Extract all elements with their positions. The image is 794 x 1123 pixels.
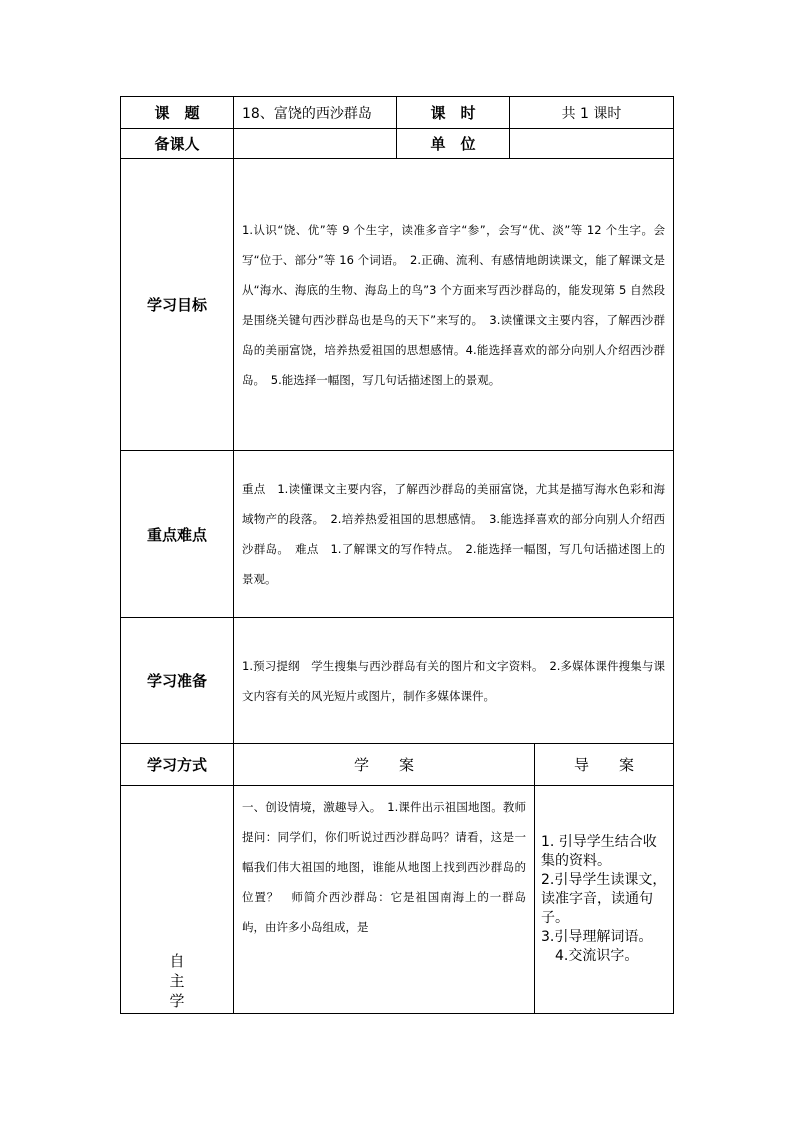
self-study-text: 一、创设情境，激趣导入。 1.课件出示祖国地图。教师提问：同学们，你们听说过西沙群岛吗？请看，这是一幅我们伟大祖国的地图，谁能从地图上找到西沙群岛的位置？ 师简介西沙群岛：它是祖国南海上的一群岛屿，由许多小岛组成，是 [234, 786, 535, 1014]
objectives-label: 学习目标 [121, 159, 234, 451]
guide-item: 1. 引导学生结合收集的资料。 [541, 834, 657, 869]
key-points-text: 重点 1.读懂课文主要内容，了解西沙群岛的美丽富饶，尤其是描写海水色彩和海域物产的段落。 2.培养热爱祖国的思想感情。 3.能选择喜欢的部分向别人介绍西沙群岛。 难点 1.了解课文的写作特点。 2.能选择一幅图，写几句话描述图上的景观。 [234, 451, 674, 618]
topic-value: 18、富饶的西沙群岛 [234, 97, 397, 129]
unit-value [510, 129, 674, 159]
guide-item: 4.交流识字。 [555, 948, 639, 964]
hours-value: 共 1 课时 [510, 97, 674, 129]
self-study-label [121, 786, 234, 1014]
guide-case-header: 导 案 [535, 744, 674, 786]
method-label: 学习方式 [121, 744, 234, 786]
topic-row [121, 97, 674, 129]
topic-label: 课 题 [121, 97, 234, 129]
preparer-label: 备课人 [121, 129, 234, 159]
lesson-plan-table [120, 96, 674, 1014]
preparation-label: 学习准备 [121, 618, 234, 744]
self-study-char-3: 学 [169, 992, 185, 1010]
preparation-text: 1.预习提纲 学生搜集与西沙群岛有关的图片和文字资料。 2.多媒体课件搜集与课文内容有关的风光短片或图片，制作多媒体课件。 [234, 618, 674, 744]
guide-item: 3.引导理解词语。 [541, 929, 653, 945]
unit-label: 单 位 [397, 129, 510, 159]
study-case-header: 学 案 [234, 744, 535, 786]
key-points-label: 重点难点 [121, 451, 234, 618]
key-points-row [121, 451, 674, 618]
guide-list [535, 786, 674, 1014]
objectives-row [121, 159, 674, 451]
hours-label: 课 时 [397, 97, 510, 129]
preparation-row [121, 618, 674, 744]
preparer-row [121, 129, 674, 159]
method-row [121, 744, 674, 786]
guide-item: 2.引导学生读课文，读准字音，读通句子。 [541, 872, 667, 926]
objectives-text: 1.认识“饶、优”等 9 个生字，读准多音字“参”，会写“优、淡”等 12 个生字。会写“位于、部分”等 16 个词语。 2.正确、流利、有感情地朗读课文，能了解课文是从“海水、海底的生物、海岛上的鸟”3 个方面来写西沙群岛的，能发现第 5 自然段是围绕关键句西沙群岛也是鸟的天下”来写的。 3.读懂课文主要内容，了解西沙群岛的美丽富饶，培养热爱祖国的思想感情。4.能选择喜欢的部分向别人介绍西沙群岛。 5.能选择一幅图，写几句话描述图上的景观。 [234, 159, 674, 451]
self-study-char-1: 自 [169, 952, 185, 970]
self-study-char-2: 主 [169, 972, 185, 990]
preparer-value [234, 129, 397, 159]
self-study-row [121, 786, 674, 1014]
